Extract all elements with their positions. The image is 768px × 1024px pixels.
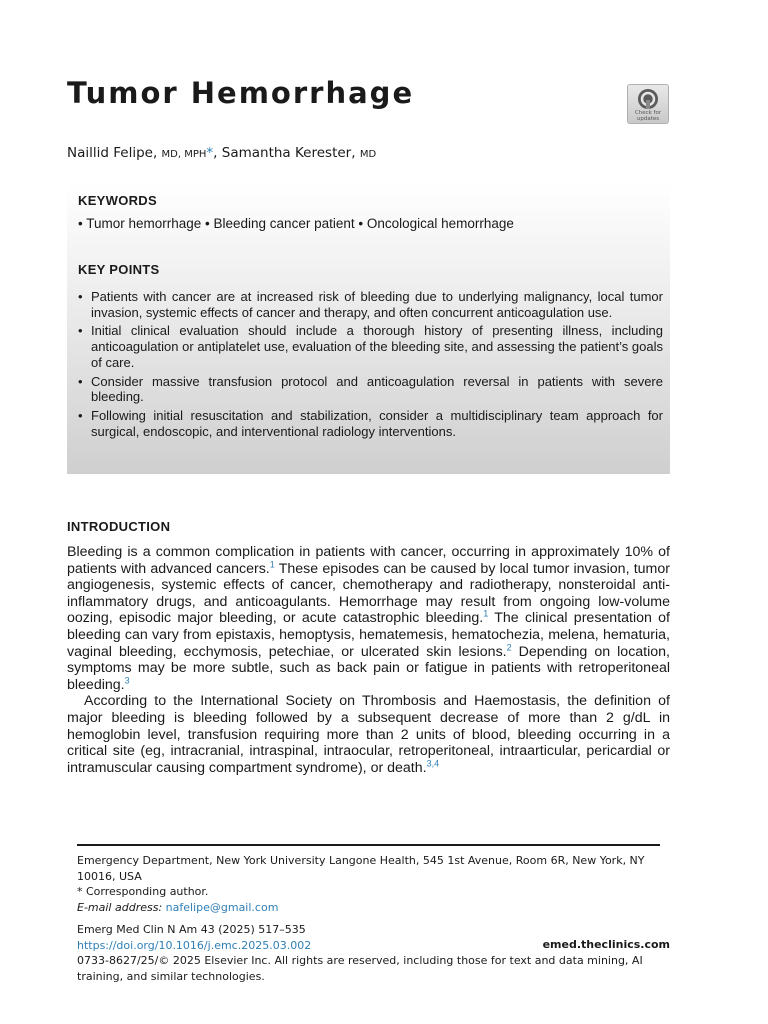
author-1-degrees: MD, MPH [161, 149, 207, 160]
author-2: , Samantha Kerester, [213, 145, 356, 161]
email-line [77, 900, 670, 916]
author-line [67, 145, 376, 161]
check-for-updates-badge[interactable] [627, 84, 669, 124]
key-point-item: • Patients with cancer are at increased risk of bleeding due to underlying malignancy, local tumor invasion, systemic effects of cancer and therapy, and often concurrent anticoagulation use. [78, 289, 663, 320]
introduction-heading: INTRODUCTION [67, 519, 171, 534]
text-span: The clinical presentation of bleeding can vary from epistaxis, hemoptysis, hematemesis, hematochezia, melena, hematuria, vaginal bleeding, ecchymosis, petechiae, or ulcerated skin lesions. [67, 610, 671, 660]
badge-line2: updates [636, 116, 660, 122]
text-span: Depending on location, symptoms may be more subtle, such as back pain or fatigue in patients with retroperitoneal bleeding. [67, 643, 670, 693]
key-points-heading: KEY POINTS [78, 262, 160, 277]
reference-link[interactable]: 1 [269, 558, 275, 569]
email-link[interactable]: nafelipe@gmail.com [165, 900, 279, 914]
footnote-divider [77, 844, 660, 846]
key-point-item: • Consider massive transfusion protocol and anticoagulation reversal in patients with severe bleeding. [78, 374, 663, 405]
reference-link[interactable]: 1 [483, 608, 489, 619]
email-label: E-mail address: [77, 900, 163, 914]
corresponding-mark[interactable]: * [206, 145, 214, 161]
citation: Emerg Med Clin N Am 43 (2025) 517–535 [77, 923, 306, 936]
key-point-item: • Initial clinical evaluation should include a thorough history of presenting illness, including anticoagulation or antiplatelet use, evaluation of the bleeding site, and assessing the patient’s goals of care. [78, 323, 663, 370]
badge-line1: Check for [634, 110, 662, 116]
author-2-degrees: MD [359, 149, 377, 160]
paragraph-2 [67, 693, 670, 776]
keywords-list: • Tumor hemorrhage • Bleeding cancer patient • Oncological hemorrhage [78, 216, 514, 231]
doi-link[interactable]: https://doi.org/10.1016/j.emc.2025.03.002 [77, 938, 312, 952]
author-1: Naillid Felipe, [67, 145, 158, 161]
crossmark-icon [637, 88, 659, 110]
key-points-list [78, 289, 663, 442]
introduction-body [67, 544, 670, 776]
publication-info [77, 922, 670, 984]
corresponding-author-note: * Corresponding author. [77, 885, 209, 898]
reference-link[interactable]: 3,4 [426, 757, 440, 768]
footnotes [77, 853, 670, 915]
keywords-keypoints-box [67, 184, 670, 474]
article-title: Tumor Hemorrhage [67, 76, 415, 110]
reference-link[interactable]: 2 [506, 641, 512, 652]
text-span: Bleeding is a common complication in patients with cancer, occurring in approximately 10% of patients with advanced cancers. [67, 544, 670, 577]
keywords-heading: KEYWORDS [78, 193, 157, 208]
paragraph-1 [67, 544, 670, 693]
text-span: According to the International Society on Thrombosis and Haemostasis, the definition of major bleeding is bleeding followed by a subsequent decrease of more than 2 g/dL in hemoglobin level, transfusion requiring more than 2 units of blood, bleeding occurring in a critical site (eg, intracranial, intraspinal, intraocular, retroperitoneal, intraarticular, pericardial or intramuscular causing compartment syndrome), or death. [67, 693, 670, 776]
journal-website[interactable]: emed.theclinics.com [542, 938, 670, 951]
affiliation: Emergency Department, New York University Langone Health, 545 1st Avenue, Room 6R, New York, NY 10016, USA [77, 854, 645, 883]
text-span: These episodes can be caused by local tumor invasion, tumor angiogenesis, systemic effects of cancer, chemotherapy and radiotherapy, nonsteroidal anti-inflammatory drugs, and anticoagulants. Hemorrhage may result from ongoing low-volume oozing, episodic major bleeding, or acute catastrophic bleeding. [67, 560, 670, 627]
key-point-item: • Following initial resuscitation and stabilization, consider a multidisciplinary team approach for surgical, endoscopic, and interventional radiology interventions. [78, 408, 663, 439]
copyright: 0733-8627/25/© 2025 Elsevier Inc. All rights are reserved, including those for text and data mining, AI training, and similar technologies. [77, 954, 643, 983]
reference-link[interactable]: 3 [124, 675, 130, 686]
